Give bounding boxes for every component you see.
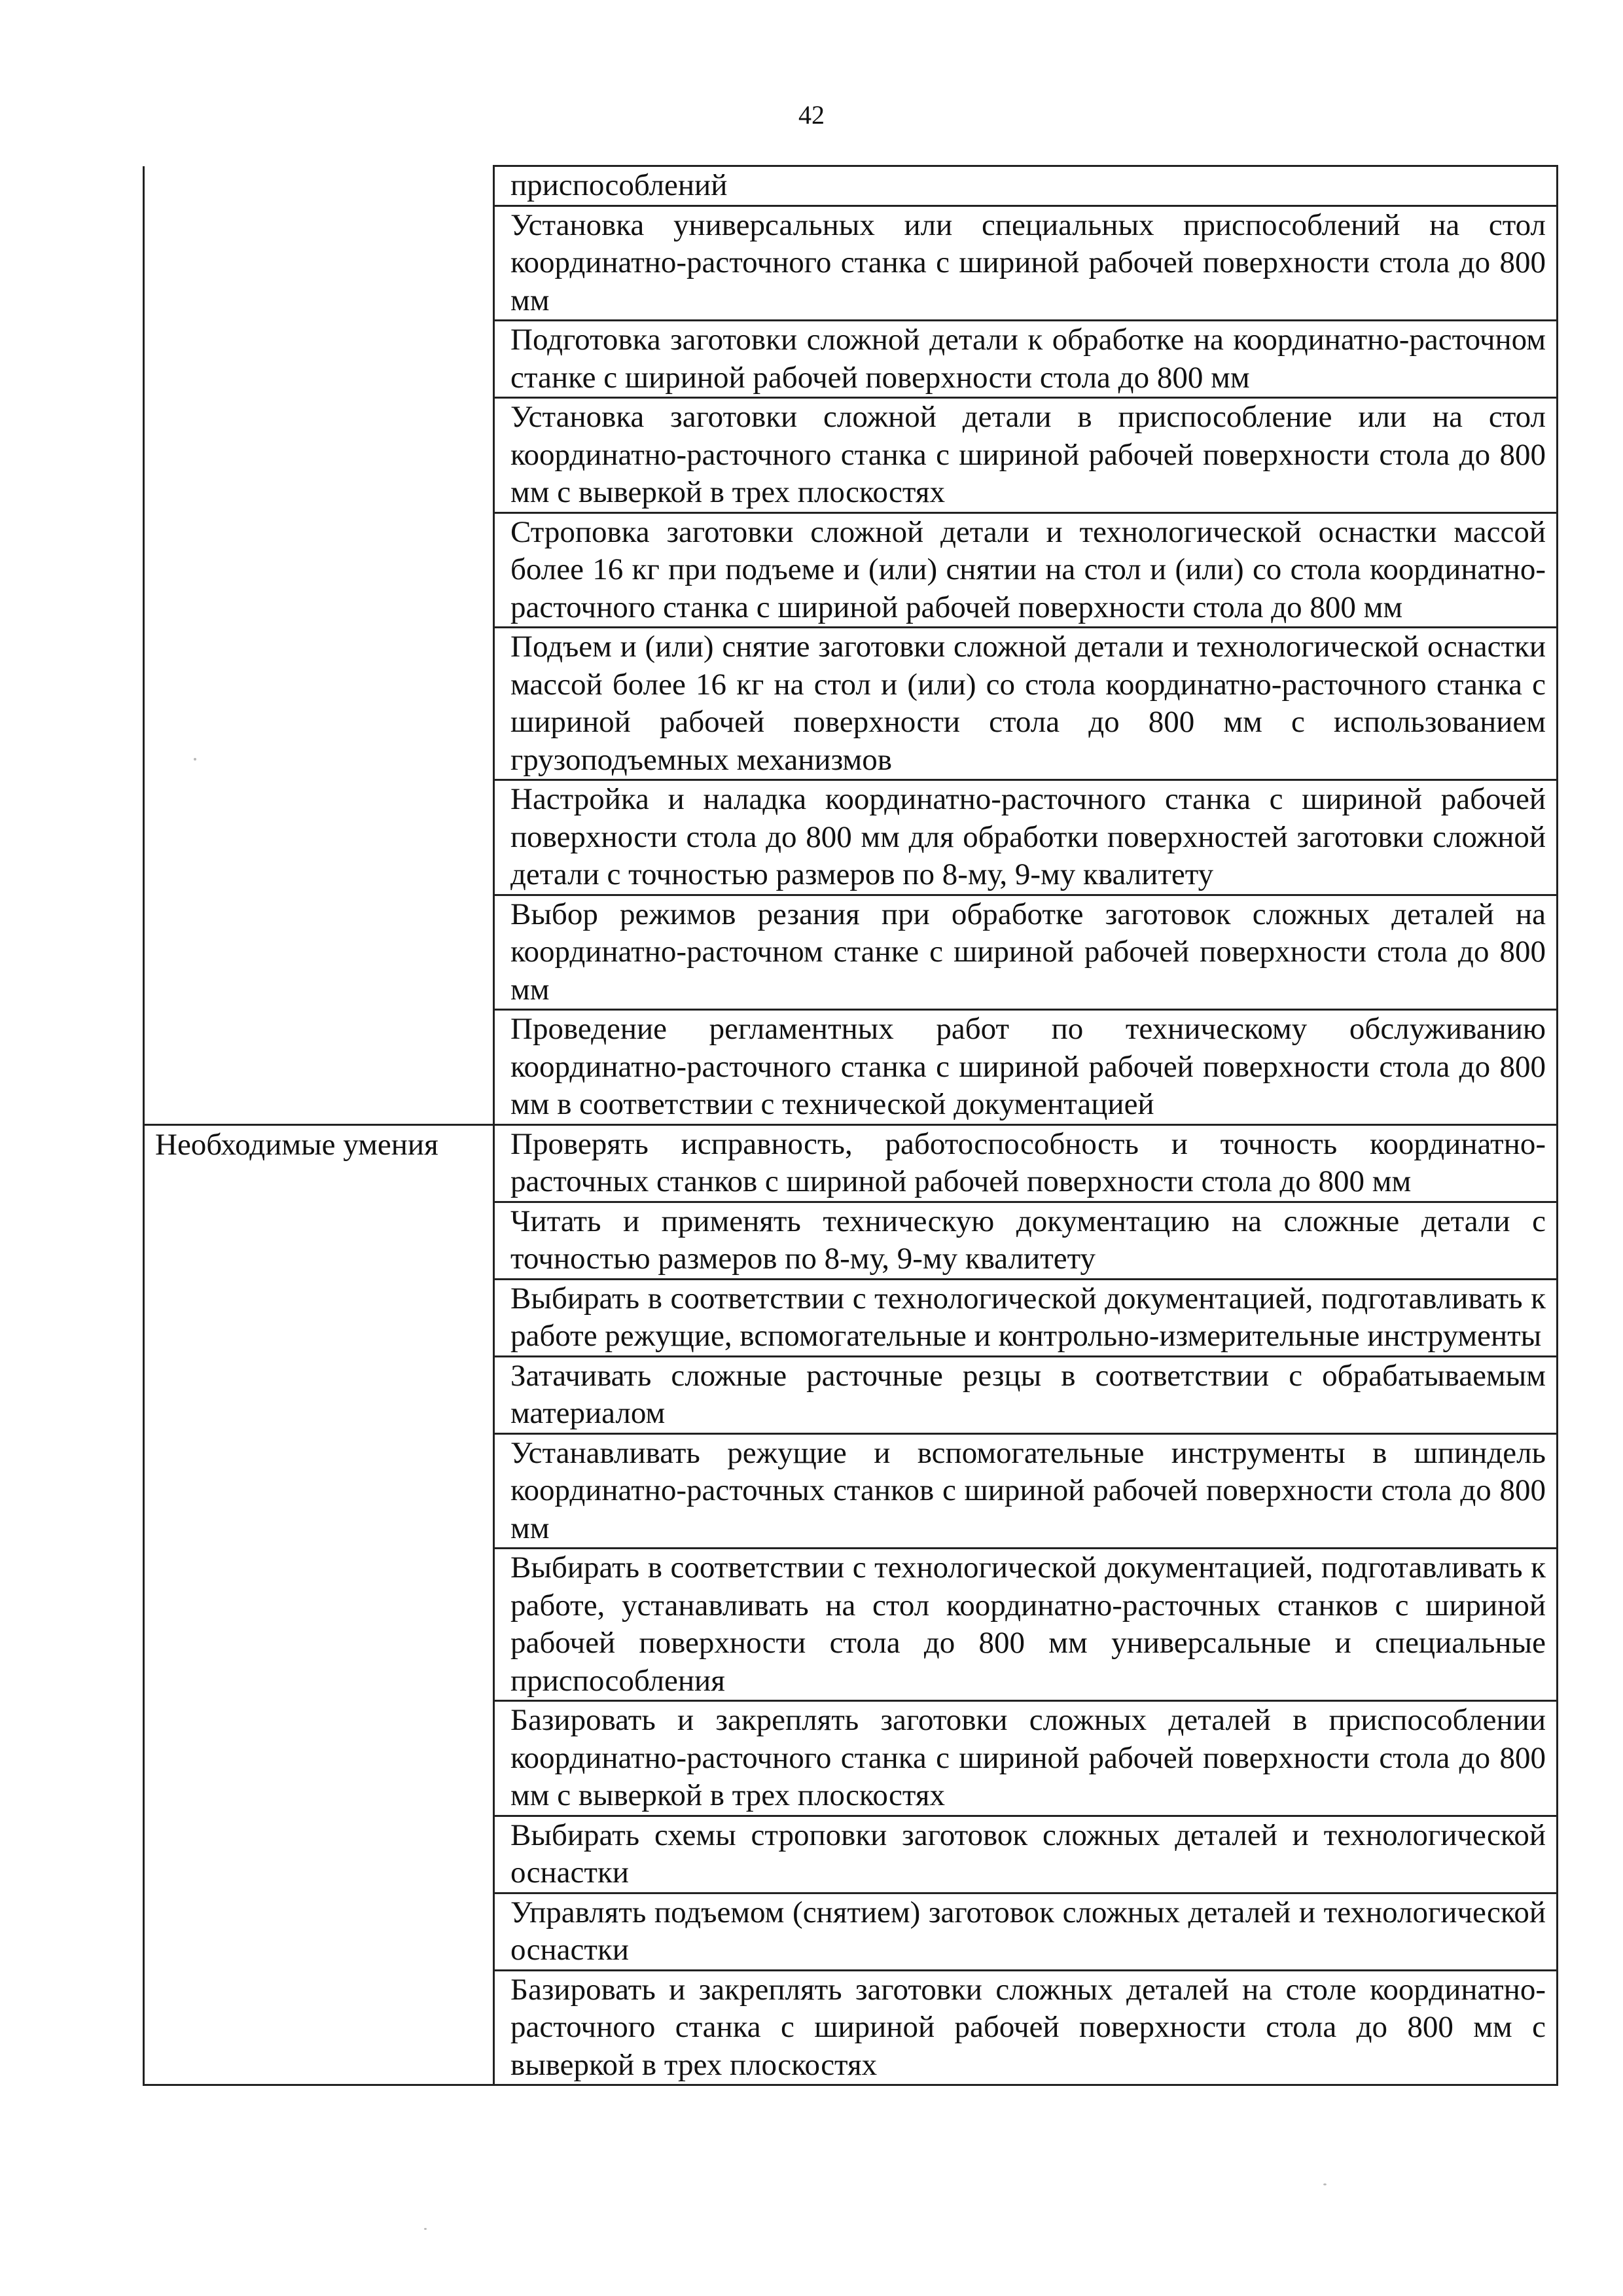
cell-text: Установка универсальных или специальных приспособлений на стол координатно-расточного станка с шириной рабочей поверхности стола до 800 мм (510, 207, 1546, 317)
cell-text: Подготовка заготовки сложной детали к обработке на координатно-расточном станке с шириной рабочей поверхности стола до 800 мм (510, 323, 1546, 395)
cell-text: приспособлений (510, 168, 728, 202)
table-row (144, 1816, 1558, 1893)
table-cell (494, 1124, 1558, 1202)
cell-text: Выбор режимов резания при обработке заготовок сложных деталей на координатно-расточном станке с шириной рабочей поверхности стола до 800 мм (510, 897, 1546, 1007)
table-cell (494, 1970, 1558, 2085)
table-row (144, 512, 1558, 628)
table-row (144, 1010, 1558, 1125)
cell-text: Устанавливать режущие и вспомогательные инструменты в шпиндель координатно-расточных станков с шириной рабочей поверхности стола до 800 мм (510, 1435, 1546, 1545)
cell-text: Базировать и закреплять заготовки сложных деталей на столе координатно-расточного станка с шириной рабочей поверхности стола до 800 мм с выверкой в трех плоскостях (510, 1972, 1546, 2082)
table-cell (494, 512, 1558, 628)
cell-text: Базировать и закреплять заготовки сложных деталей в приспособлении координатно-расточного станка с шириной рабочей поверхности стола до 800 мм с выверкой в трех плоскостях (510, 1703, 1546, 1812)
cell-text: Проведение регламентных работ по техническому обслуживанию координатно-расточного станка с шириной рабочей поверхности стола до 800 мм в соответствии с технической документацией (510, 1012, 1546, 1121)
cell-text: Выбирать в соответствии с технологической документацией, подготавливать к работе, устанавливать на стол координатно-расточных станков с шириной рабочей поверхности стола до 800 мм универсальные и специальные приспособления (510, 1551, 1546, 1698)
table-cell (494, 398, 1558, 513)
cell-text: Подъем и (или) снятие заготовки сложной детали и технологической оснастки массой более 16 кг на стол и (или) со стола координатно-расточного станка с шириной рабочей поверхности стола до 800 мм с использованием грузоподъемных механизмов (510, 630, 1546, 777)
cell-text: Строповка заготовки сложной детали и технологической оснастки массой более 16 кг при подъеме и (или) снятии на стол и (или) со стола координатно-расточного станка с шириной рабочей поверхности стола до 800 мм (510, 514, 1546, 624)
table-row (144, 321, 1558, 398)
table-row (144, 1701, 1558, 1816)
table-cell (494, 1816, 1558, 1893)
scan-speck (1323, 2183, 1327, 2185)
section-label: Необходимые умения (155, 1127, 438, 1162)
table-row (144, 1433, 1558, 1549)
table-cell (494, 1010, 1558, 1125)
table-row (144, 1124, 1558, 1202)
cell-text: Выбирать схемы строповки заготовок сложных деталей и технологической оснастки (510, 1818, 1546, 1890)
table-cell (494, 1893, 1558, 1970)
scan-speck (194, 758, 196, 761)
table-cell (494, 206, 1558, 321)
page-number: 42 (798, 100, 825, 130)
scan-speck (424, 2228, 427, 2230)
table-cell (494, 628, 1558, 780)
section-label-cell (144, 1124, 494, 1202)
table-row (144, 398, 1558, 513)
table-cell (494, 166, 1558, 206)
table-row (144, 1970, 1558, 2085)
table-row (144, 166, 1558, 206)
table-cell (494, 321, 1558, 398)
table-cell (494, 1202, 1558, 1279)
requirements-table (143, 165, 1558, 2086)
table-cell (494, 1701, 1558, 1816)
cell-text: Проверять исправность, работоспособность и точность координатно-расточных станков с шириной рабочей поверхности стола до 800 мм (510, 1126, 1546, 1198)
table-cell (494, 780, 1558, 895)
table-row (144, 895, 1558, 1010)
table-cell (494, 1433, 1558, 1549)
cell-text: Установка заготовки сложной детали в приспособление или на стол координатно-расточного станка с шириной рабочей поверхности стола до 800 мм с выверкой в трех плоскостях (510, 400, 1546, 509)
cell-text: Читать и применять техническую документацию на сложные детали с точностью размеров по 8-му, 9-му квалитету (510, 1204, 1546, 1276)
cell-text: Настройка и наладка координатно-расточного станка с шириной рабочей поверхности стола до 800 мм для обработки поверхностей заготовки сложной детали с точностью размеров по 8-му, 9-му квалитету (510, 782, 1546, 891)
cell-text: Выбирать в соответствии с технологической документацией, подготавливать к работе режущие, вспомогательные и контрольно-измерительные инструменты (510, 1281, 1546, 1353)
cell-text: Затачивать сложные расточные резцы в соответствии с обрабатываемым материалом (510, 1358, 1546, 1430)
table-row (144, 1279, 1558, 1356)
table-row (144, 628, 1558, 780)
table-row (144, 206, 1558, 321)
cell-text: Управлять подъемом (снятием) заготовок сложных деталей и технологической оснастки (510, 1895, 1546, 1967)
table-row (144, 1356, 1558, 1433)
table-cell (494, 895, 1558, 1010)
table-row (144, 780, 1558, 895)
table-row (144, 1549, 1558, 1701)
table-cell (494, 1356, 1558, 1433)
table-cell (494, 1279, 1558, 1356)
table-row (144, 1202, 1558, 1279)
table-cell (494, 1549, 1558, 1701)
table-row (144, 1893, 1558, 1970)
section-label-cell (144, 166, 494, 206)
